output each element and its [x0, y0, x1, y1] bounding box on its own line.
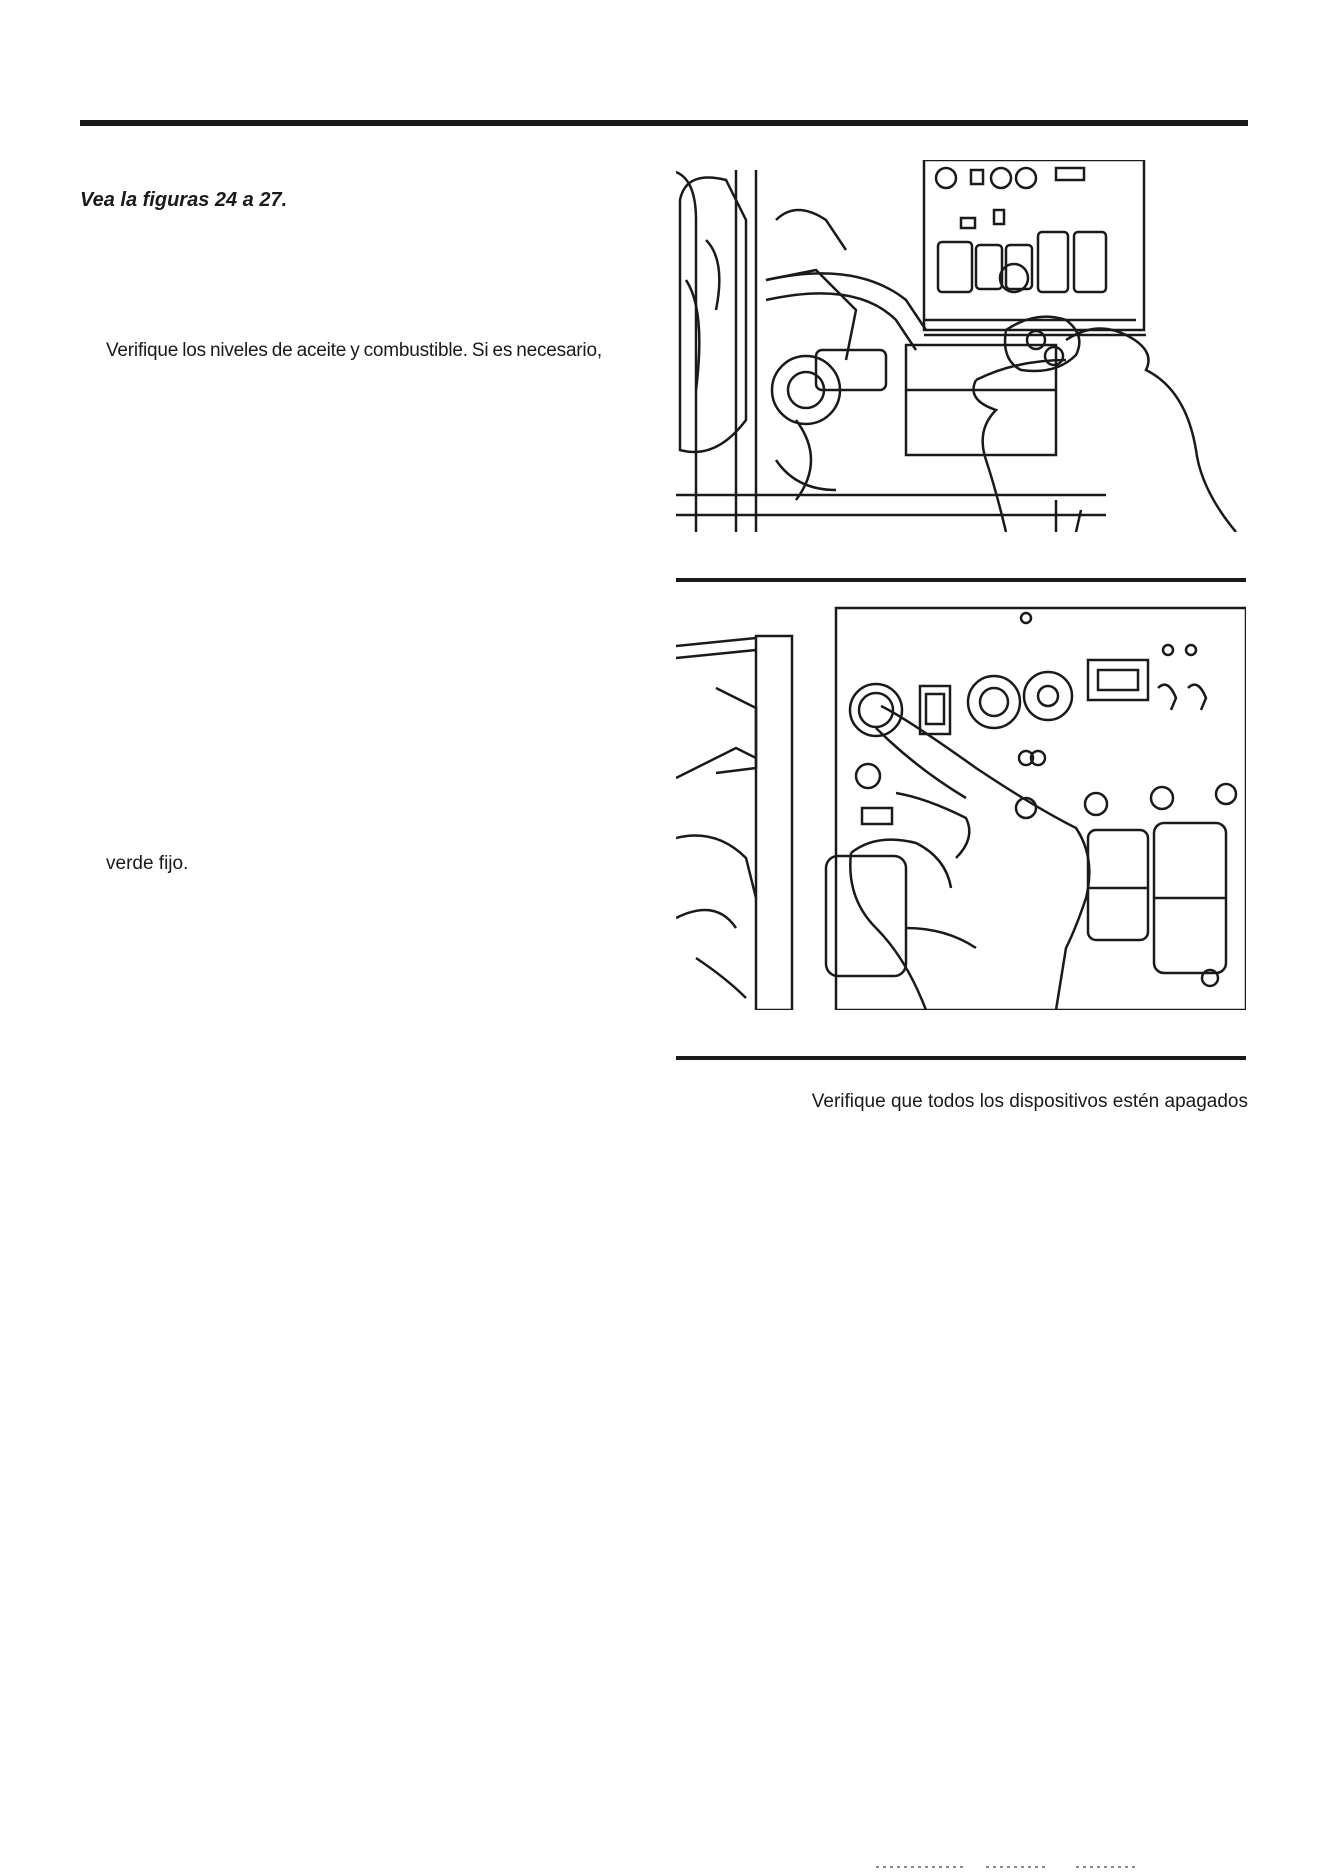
- step-devices-off: Verifique que todos los dispositivos estén apagados: [811, 1091, 1248, 1112]
- generator-start-button-illustration: [676, 598, 1246, 1010]
- figure-divider: [676, 578, 1246, 582]
- step-check-oil-fuel: Verifique los niveles de aceite y combustible. Si es necesario,: [106, 340, 602, 361]
- see-figures-reference: Vea la figuras 24 a 27.: [80, 189, 288, 211]
- figure-divider: [676, 1056, 1246, 1060]
- figure-remote-start: [676, 160, 1246, 532]
- step-solid-green: verde fijo.: [106, 853, 189, 874]
- figure-start-button: [676, 598, 1246, 1010]
- footer-fragment: [876, 1864, 1136, 1870]
- header-rule: [80, 120, 1248, 126]
- generator-remote-start-illustration: [676, 160, 1246, 532]
